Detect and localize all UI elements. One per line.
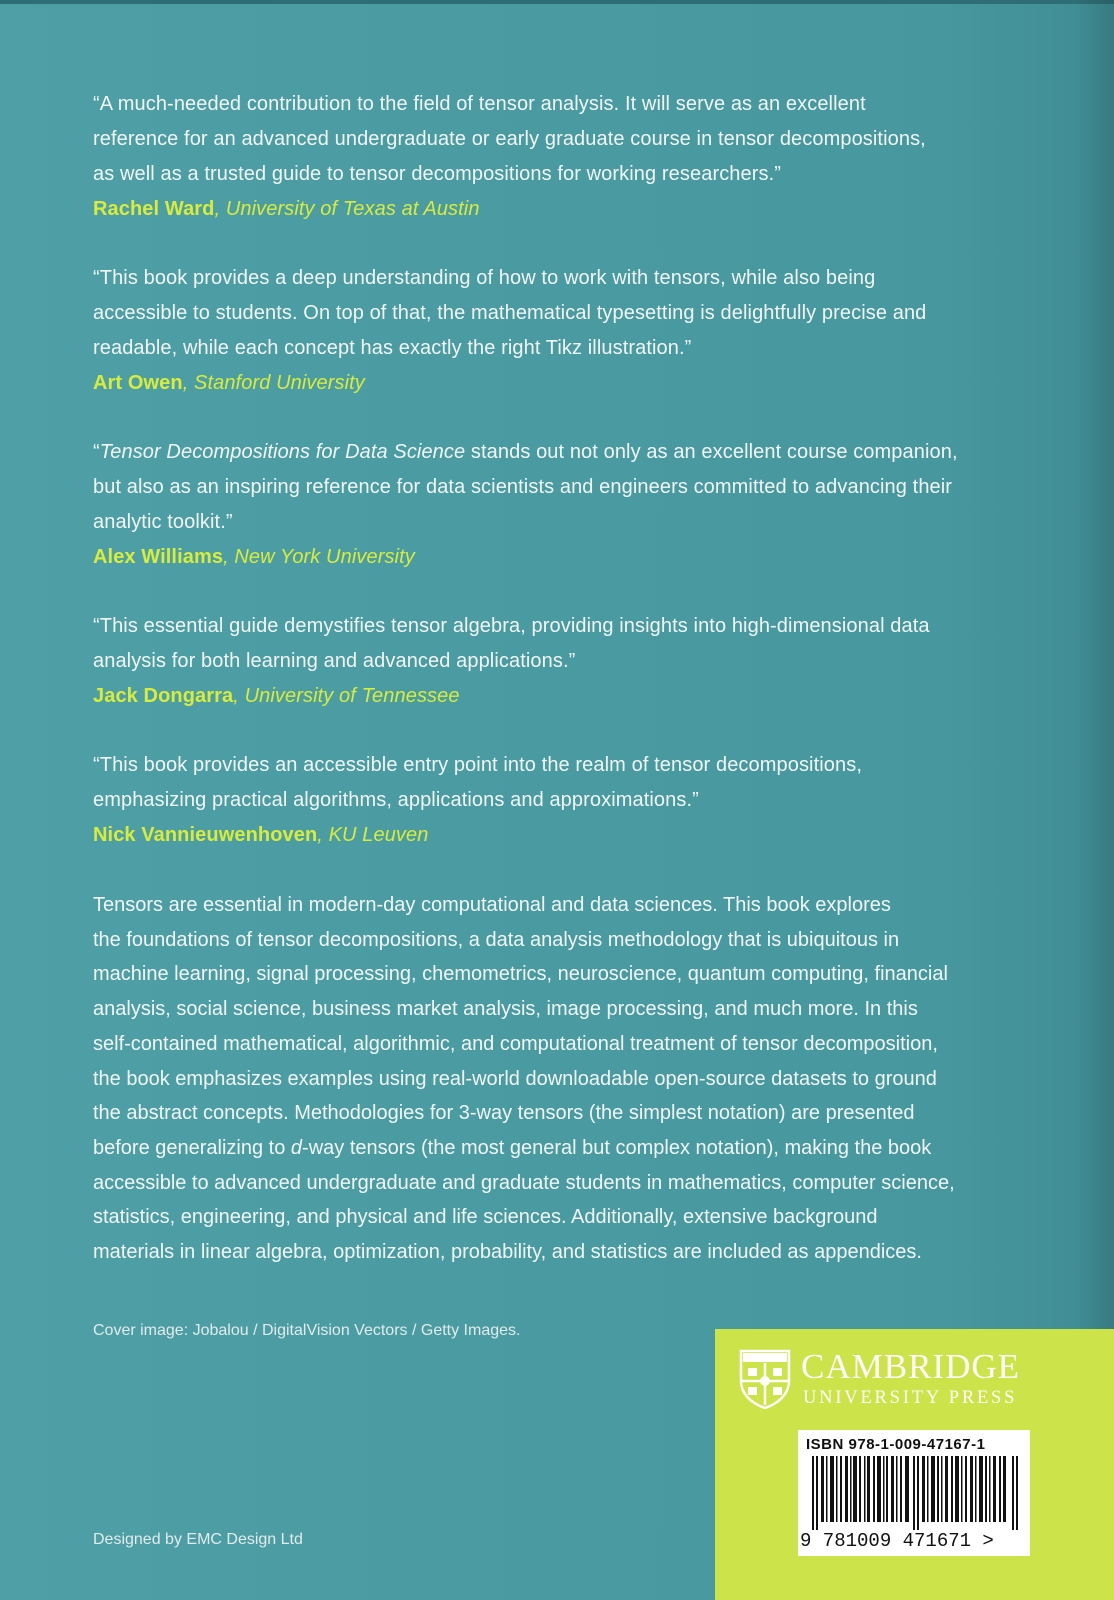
quote-line-1 <box>93 435 1053 470</box>
barcode-icon <box>812 1456 1022 1530</box>
description-line: statistics, engineering, and physical and life sciences. Additionally, extensive background <box>93 1206 878 1229</box>
description-line: machine learning, signal processing, chemometrics, neuroscience, quantum computing, financial <box>93 963 948 986</box>
quote-line: “A much-needed contribution to the field of tensor analysis. It will serve as an excellent <box>93 93 866 115</box>
description-line: the book emphasizes examples using real-world downloadable open-source datasets to ground <box>93 1067 937 1090</box>
quote-line: reference for an advanced undergraduate or early graduate course in tensor decompositions, <box>93 128 926 150</box>
publisher-panel <box>715 1329 1114 1600</box>
endorsement-4 <box>93 609 1053 714</box>
quote-line: but also as an inspiring reference for data scientists and engineers committed to advancing their <box>93 476 953 498</box>
description-text: before generalizing to <box>93 1136 291 1159</box>
barcode-digits: 9 781009 471671 > <box>800 1530 994 1552</box>
quote-line: as well as a trusted guide to tensor decompositions for working researchers.” <box>93 163 782 185</box>
endorser-affiliation: , Stanford University <box>182 372 365 394</box>
description-line: accessible to advanced undergraduate and graduate students in mathematics, computer science, <box>93 1171 955 1194</box>
cover-top-edge <box>0 0 1114 4</box>
endorser-name: Nick Vannieuwenhoven <box>93 824 318 846</box>
endorsement-2 <box>93 261 1053 401</box>
quote-line: “This book provides a deep understanding of how to work with tensors, while also being <box>93 267 876 289</box>
description-line: materials in linear algebra, optimization, probability, and statistics are included as appendices. <box>93 1241 922 1264</box>
publisher-subname: UNIVERSITY PRESS <box>803 1388 1018 1408</box>
endorser-affiliation: , University of Texas at Austin <box>214 198 480 220</box>
quote-line: “This book provides an accessible entry point into the realm of tensor decompositions, <box>93 754 862 776</box>
endorser-affiliation: , KU Leuven <box>317 824 429 846</box>
endorser-affiliation: , University of Tennessee <box>233 685 460 707</box>
endorsement-1 <box>93 87 1053 227</box>
publisher-logo <box>739 1347 1099 1413</box>
endorser-name: Rachel Ward <box>93 198 215 220</box>
quote-text: stands out not only as an excellent course companion, <box>465 441 958 463</box>
description-line-d-way <box>93 1131 1043 1166</box>
endorser-name: Jack Dongarra <box>93 685 234 707</box>
cambridge-shield-icon <box>739 1349 791 1409</box>
designer-credit: Designed by EMC Design Ltd <box>93 1531 303 1548</box>
endorser-name: Art Owen <box>93 372 183 394</box>
quote-line: accessible to students. On top of that, the mathematical typesetting is delightfully precise and <box>93 302 927 324</box>
description-text: -way tensors (the most general but complex notation), making the book <box>302 1136 932 1159</box>
d-variable: d <box>290 1136 303 1159</box>
description-line: self-contained mathematical, algorithmic, and computational treatment of tensor decomposition, <box>93 1032 938 1055</box>
description-line: Tensors are essential in modern-day computational and data sciences. This book explores <box>93 894 891 916</box>
endorsement-3 <box>93 435 1053 575</box>
endorsement-5 <box>93 748 1053 853</box>
quote-line: emphasizing practical algorithms, applications and approximations.” <box>93 789 699 811</box>
book-description <box>93 888 1043 1270</box>
description-line: the abstract concepts. Methodologies for 3-way tensors (the simplest notation) are presented <box>93 1102 915 1125</box>
endorser-attribution <box>93 679 1053 714</box>
book-title: Tensor Decompositions for Data Science <box>99 441 466 463</box>
quote-open-mark: “ <box>93 441 100 463</box>
endorser-attribution <box>93 818 1053 853</box>
quote-line: readable, while each concept has exactly the right Tikz illustration.” <box>93 337 692 359</box>
isbn-label: ISBN 978-1-009-47167-1 <box>806 1436 986 1453</box>
cover-image-credit: Cover image: Jobalou / DigitalVision Vectors / Getty Images. <box>93 1322 521 1339</box>
description-line: analysis, social science, business market analysis, image processing, and much more. In this <box>93 998 918 1021</box>
endorser-attribution <box>93 540 1053 575</box>
publisher-name: CAMBRIDGE <box>801 1347 1021 1386</box>
endorser-name: Alex Williams <box>93 546 224 568</box>
quote-line: “This essential guide demystifies tensor algebra, providing insights into high-dimensional data <box>93 615 930 637</box>
endorser-affiliation: , New York University <box>223 546 415 568</box>
isbn-barcode-box <box>798 1430 1030 1556</box>
description-line: the foundations of tensor decompositions, a data analysis methodology that is ubiquitous in <box>93 928 900 951</box>
quote-line: analysis for both learning and advanced applications.” <box>93 650 576 672</box>
quote-line: analytic toolkit.” <box>93 511 233 533</box>
endorser-attribution <box>93 192 1053 227</box>
endorser-attribution <box>93 366 1053 401</box>
